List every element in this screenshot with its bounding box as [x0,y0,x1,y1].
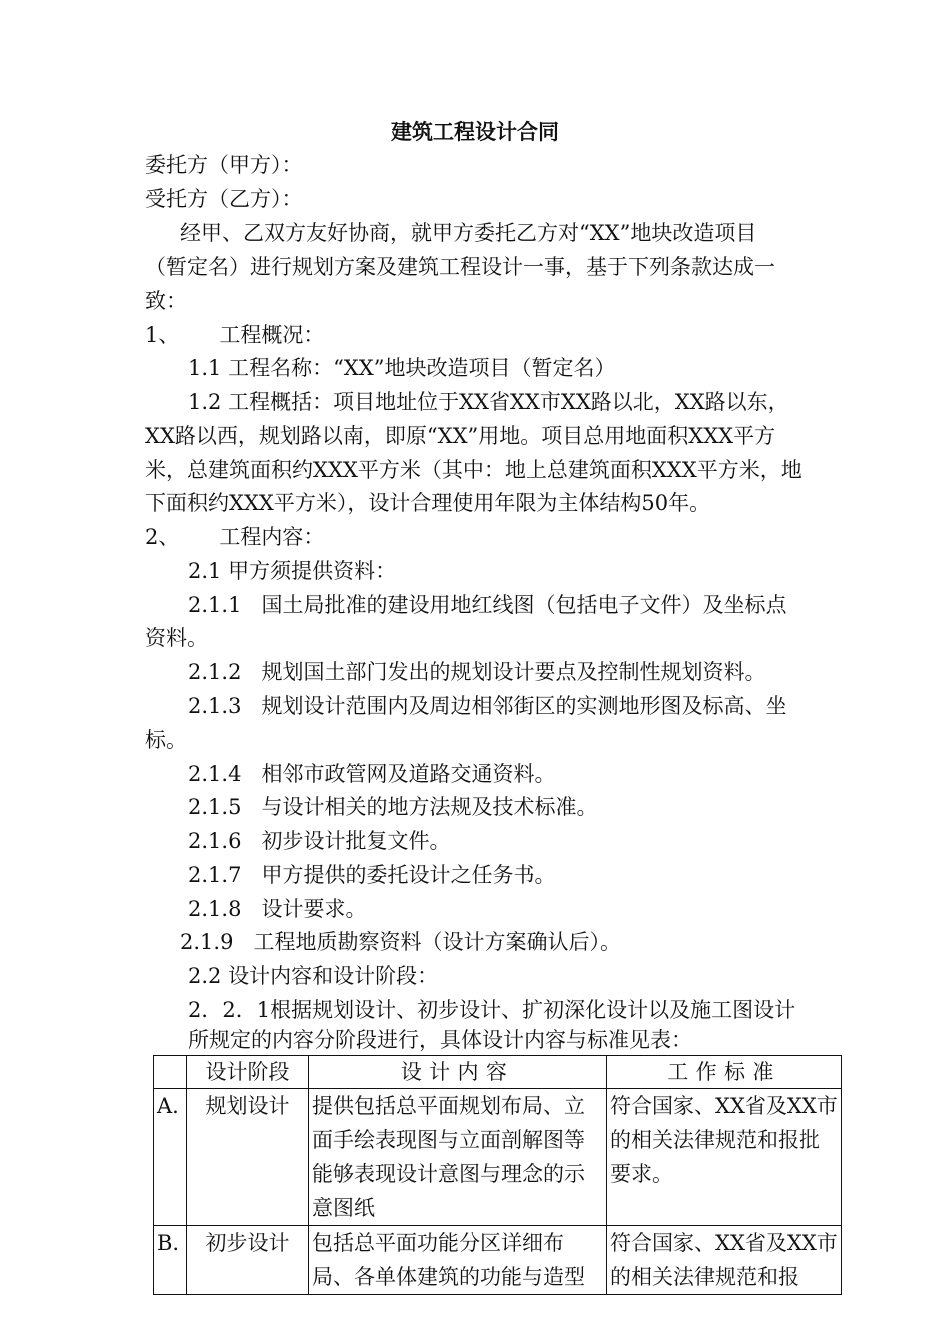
table-header-cell: 设计阶段 [187,1056,309,1089]
clause-2-2-1-line: 所规定的内容分阶段进行，具体设计内容与标准见表： [188,1028,692,1052]
table-row [154,1226,842,1295]
clause-1-2-line: 下面积约XXX平方米），设计合理使用年限为主体结构50年。 [145,491,711,515]
clause-2-1: 2.1 甲方须提供资料： [188,559,397,583]
clause-2-1-item: 2.1.2 规划国土部门发出的规划设计要点及控制性规划资料。 [188,660,766,684]
table-header-cell [154,1056,187,1089]
section-1-heading: 1、 工程概况： [145,323,325,347]
clause-2-1-item: 2.1.9 工程地质勘察资料（设计方案确认后）。 [180,930,621,954]
row-standard: 符合国家、XX省及XX市的相关法律规范和报 [607,1226,842,1295]
clause-1-2-line: XX路以西，规划路以南，即原“XX”用地。项目总用地面积XXX平方 [145,424,776,448]
party-a-line: 委托方（甲方）： [145,153,303,177]
row-stage: 规划设计 [187,1089,309,1226]
design-stage-table [153,1055,842,1295]
intro-line: 经甲、乙双方友好协商，就甲方委托乙方对“XX”地块改造项目 [180,221,757,245]
clause-2-1-item: 2.1.4 相邻市政管网及道路交通资料。 [188,762,556,786]
intro-line: （暂定名）进行规划方案及建筑工程设计一事，基于下列条款达成一 [145,255,775,279]
intro-line: 致： [145,289,187,313]
clause-2-1-item: 2.1.5 与设计相关的地方法规及技术标准。 [188,795,598,819]
row-number: B. [154,1226,187,1295]
clause-1-1: 1.1 工程名称：“XX”地块改造项目（暂定名） [188,356,616,380]
clause-2-2-1-line: 2．2．1根据规划设计、初步设计、扩初深化设计以及施工图设计 [188,998,796,1022]
table-header-cell: 工作标准 [607,1056,842,1089]
clause-2-1-item: 2.1.1 国土局批准的建设用地红线图（包括电子文件）及坐标点 [188,593,787,617]
clause-1-2-line: 1.2 工程概括：项目地址位于XX省XX市XX路以北，XX路以东， [188,390,789,414]
clause-2-1-item: 标。 [145,728,187,752]
clause-2-1-item: 资料。 [145,626,208,650]
table-header-cell: 设计内容 [309,1056,607,1089]
clause-2-1-item: 2.1.8 设计要求。 [188,897,367,921]
row-stage: 初步设计 [187,1226,309,1295]
section-2-heading: 2、 工程内容： [145,525,325,549]
clause-2-1-item: 2.1.7 甲方提供的委托设计之任务书。 [188,863,556,887]
clause-2-1-item: 2.1.6 初步设计批复文件。 [188,829,451,853]
party-b-line: 受托方（乙方）： [145,187,303,211]
clause-2-1-item: 2.1.3 规划设计范围内及周边相邻街区的实测地形图及标高、坐 [188,694,787,718]
clause-2-2: 2.2 设计内容和设计阶段： [188,964,439,988]
table-row [154,1089,842,1226]
row-standard: 符合国家、XX省及XX市的相关法律规范和报批要求。 [607,1089,842,1226]
row-number: A. [154,1089,187,1226]
document-title: 建筑工程设计合同 [391,119,559,144]
row-content: 包括总平面功能分区详细布局、各单体建筑的功能与造型 [309,1226,607,1295]
table-header-row [154,1056,842,1089]
row-content: 提供包括总平面规划布局、立面手绘表现图与立面剖解图等能够表现设计意图与理念的示意图纸 [309,1089,607,1226]
clause-1-2-line: 米，总建筑面积约XXX平方米（其中：地上总建筑面积XXX平方米，地 [145,458,802,482]
